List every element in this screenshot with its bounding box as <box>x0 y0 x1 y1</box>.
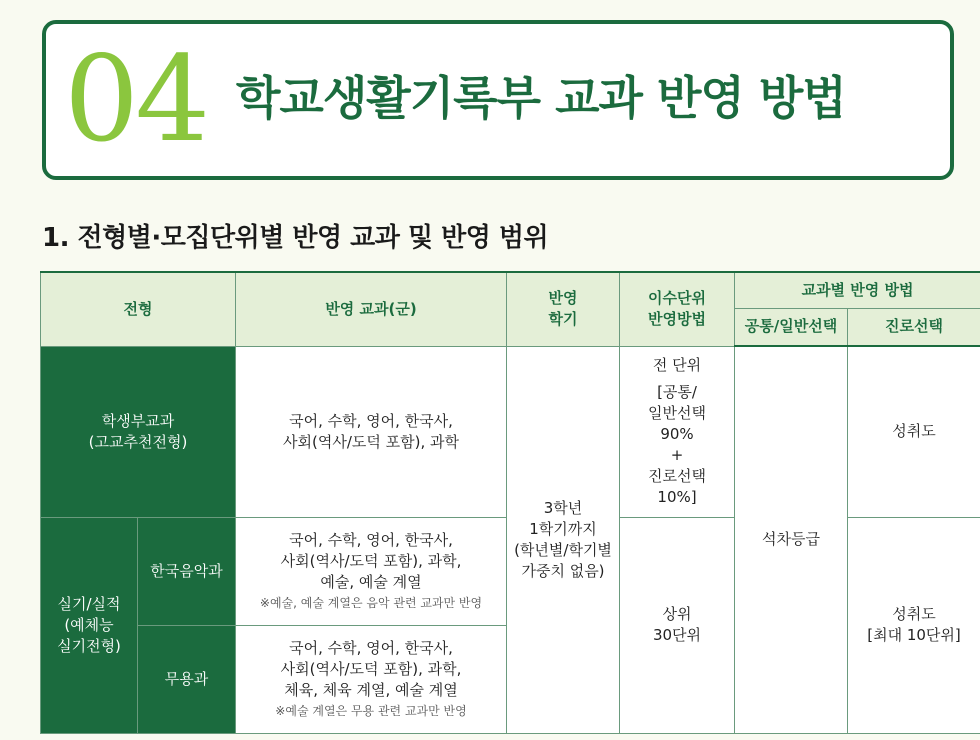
dept-korean-music: 한국음악과 <box>138 517 236 625</box>
music-subjects-line3: 예술, 예술 계열 <box>320 572 422 591</box>
common-method-cell: 석차등급 <box>735 346 848 733</box>
section-number: 04 <box>64 30 207 168</box>
subjects-line2: 사회(역사/도덕 포함), 과학 <box>283 432 459 451</box>
header-credit-line2: 반영방법 <box>648 310 706 329</box>
header-type: 전형 <box>41 272 236 346</box>
credit-line7: 10%] <box>657 488 697 506</box>
career-max-line1: 성취도 <box>892 605 936 623</box>
music-subjects-line1: 국어, 수학, 영어, 한국사, <box>289 530 453 549</box>
type-practical-line3: 실기전형) <box>57 636 121 655</box>
music-subjects-line2: 사회(역사/도덕 포함), 과학, <box>280 551 462 570</box>
subsection-heading: 1. 전형별·모집단위별 반영 교과 및 반영 범위 <box>42 223 549 253</box>
subjects-student-record <box>236 346 507 517</box>
header-semester-line1: 반영 <box>548 289 578 308</box>
dept-dance: 무용과 <box>138 625 236 733</box>
credit-line1: 전 단위 <box>652 356 702 374</box>
credit-line4: 90% <box>660 425 694 443</box>
credit-line6: 진로선택 <box>648 467 706 485</box>
subjects-line1: 국어, 수학, 영어, 한국사, <box>289 411 453 430</box>
credit-top-line2: 30단위 <box>652 626 702 644</box>
type-student-record-line2: (고교추천전형) <box>88 432 188 451</box>
credit-line5: + <box>670 446 684 464</box>
subjects-korean-music <box>236 517 507 625</box>
dance-subjects-line2: 사회(역사/도덕 포함), 과학, <box>280 659 462 678</box>
header-subjects: 반영 교과(군) <box>236 272 507 346</box>
header-method-group: 교과별 반영 방법 <box>735 272 980 308</box>
credit-all-units <box>620 346 735 517</box>
header-common: 공통/일반선택 <box>735 308 848 346</box>
credit-top-line1: 상위 <box>662 605 692 623</box>
credit-line2: [공통/ <box>657 383 697 401</box>
dance-subjects-line1: 국어, 수학, 영어, 한국사, <box>289 638 453 657</box>
header-credit <box>620 272 735 346</box>
credit-top-units <box>620 517 735 733</box>
dance-note: ※예술 계열은 무용 관련 교과만 반영 <box>275 703 467 718</box>
career-achievement: 성취도 <box>848 346 980 517</box>
type-student-record-line1: 학생부교과 <box>101 411 175 430</box>
career-max-line2: [최대 10단위] <box>867 626 961 644</box>
semester-line1: 3학년 <box>543 498 583 517</box>
header-career: 진로선택 <box>848 308 980 346</box>
header-semester <box>507 272 620 346</box>
career-achievement-max <box>848 517 980 733</box>
type-practical-line2: (예체능 <box>64 615 114 634</box>
semester-cell <box>507 346 620 733</box>
music-note: ※예술, 예술 계열은 음악 관련 교과만 반영 <box>259 595 483 610</box>
credit-line3: 일반선택 <box>648 404 706 422</box>
header-credit-line1: 이수단위 <box>648 289 706 308</box>
section-title-box <box>42 20 954 180</box>
subjects-dance <box>236 625 507 733</box>
semester-line2: 1학기까지 <box>529 519 597 538</box>
semester-line4: 가중치 없음) <box>521 561 605 580</box>
reflection-table <box>40 271 980 734</box>
section-title: 학교생활기록부 교과 반영 방법 <box>236 71 846 125</box>
header-semester-line2: 학기 <box>548 310 578 329</box>
semester-line3: (학년별/학기별 <box>514 540 612 559</box>
type-practical <box>41 517 138 733</box>
dance-subjects-line3: 체육, 체육 계열, 예술 계열 <box>284 680 458 699</box>
type-practical-line1: 실기/실적 <box>57 594 121 613</box>
type-student-record <box>41 346 236 517</box>
